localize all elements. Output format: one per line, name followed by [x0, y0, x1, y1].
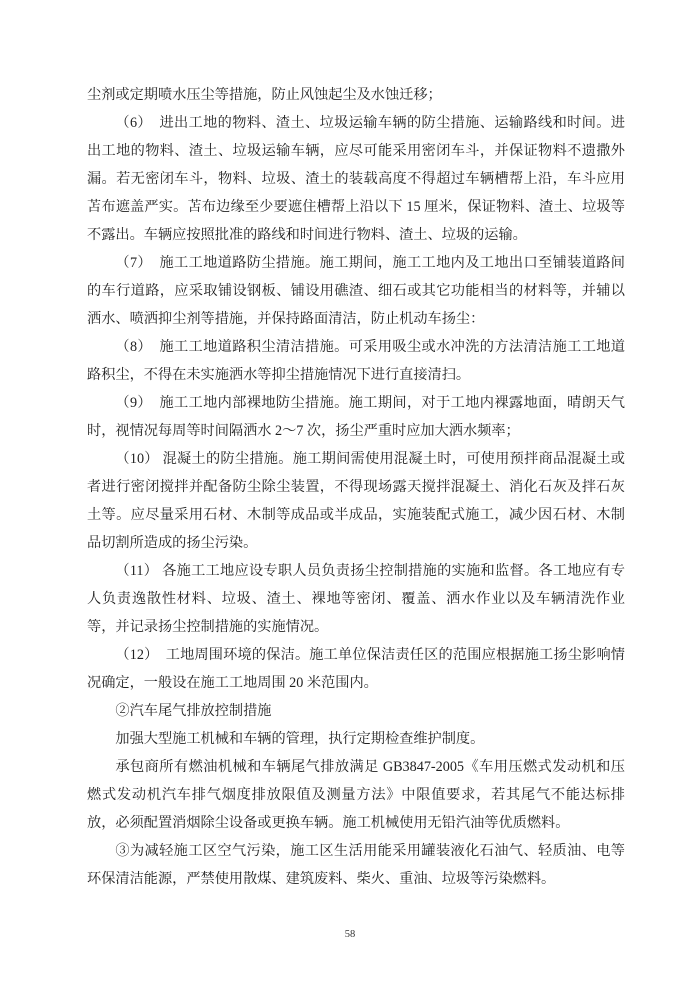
- paragraph-item-9: （9） 施工工地内部裸地防尘措施。施工期间，对于工地内裸露地面，晴朗天气时，视情况每周等时间隔洒水 2～7 次，扬尘严重时应加大洒水频率；: [87, 395, 625, 439]
- paragraph-item-10: （10） 混凝土的防尘措施。施工期间需使用混凝土时，可使用预拌商品混凝土或者进行密闭搅拌并配备防尘除尘装置，不得现场露天搅拌混凝土、消化石灰及拌石灰土等。应尽量采用石材、木制等成品或半成品，实施装配式施工，减少因石材、木制品切割所造成的扬尘污染。: [87, 451, 625, 551]
- paragraph-continuation: 尘剂或定期喷水压尘等措施，防止风蚀起尘及水蚀迁移；: [87, 87, 442, 103]
- paragraph-item-6: （6） 进出工地的物料、渣土、垃圾运输车辆的防尘措施、运输路线和时间。进出工地的物料、渣土、垃圾运输车辆，应尽可能采用密闭车斗，并保证物料不遗撒外漏。若无密闭车斗，物料、垃圾、渣土的装载高度不得超过车辆槽帮上沿，车斗应用苫布遮盖严实。苫布边缘至少要遮住槽帮上沿以下 15 厘米，保证物料、渣土、垃圾等不露出。车辆应按照批准的路线和时间进行物料、渣土、垃圾的运输。: [87, 115, 625, 243]
- paragraph-emission-standard: 承包商所有燃油机械和车辆尾气排放满足 GB3847-2005《车用压燃式发动机和压燃式发动机汽车排气烟度排放限值及测量方法》中限值要求，若其尾气不能达标排放，必须配置消烟除尘设备或更换车辆。施工机械使用无铅汽油等优质燃料。: [87, 759, 625, 831]
- paragraph-item-12: （12） 工地周围环境的保洁。施工单位保洁责任区的范围应根据施工扬尘影响情况确定，一般设在施工工地周围 20 米范围内。: [87, 647, 625, 691]
- paragraph-heading-vehicle-exhaust: ②汽车尾气排放控制措施: [115, 703, 272, 719]
- page-number-footer: 58: [344, 929, 356, 940]
- paragraph-clean-energy: ③为减轻施工区空气污染，施工区生活用能采用罐装液化石油气、轻质油、电等环保清洁能源，严禁使用散煤、建筑废料、柴火、重油、垃圾等污染燃料。: [87, 843, 625, 887]
- paragraph-machinery-management: 加强大型施工机械和车辆的管理，执行定期检查维护制度。: [115, 731, 485, 747]
- paragraph-item-7: （7） 施工工地道路防尘措施。施工期间，施工工地内及工地出口至铺装道路间的车行道路，应采取铺设钢板、铺设用礁渣、细石或其它功能相当的材料等，并辅以洒水、喷洒抑尘剂等措施，并保持路面清洁，防止机动车扬尘：: [87, 255, 625, 327]
- paragraph-item-11: （11） 各施工工地应设专职人员负责扬尘控制措施的实施和监督。各工地应有专人负责逸散性材料、垃圾、渣土、裸地等密闭、覆盖、洒水作业以及车辆清洗作业等，并记录扬尘控制措施的实施情况。: [87, 563, 625, 635]
- paragraph-item-8: （8） 施工工地道路积尘清洁措施。可采用吸尘或水冲洗的方法清洁施工工地道路积尘，不得在未实施洒水等抑尘措施情况下进行直接清扫。: [87, 339, 625, 383]
- page-body-text: [87, 81, 625, 893]
